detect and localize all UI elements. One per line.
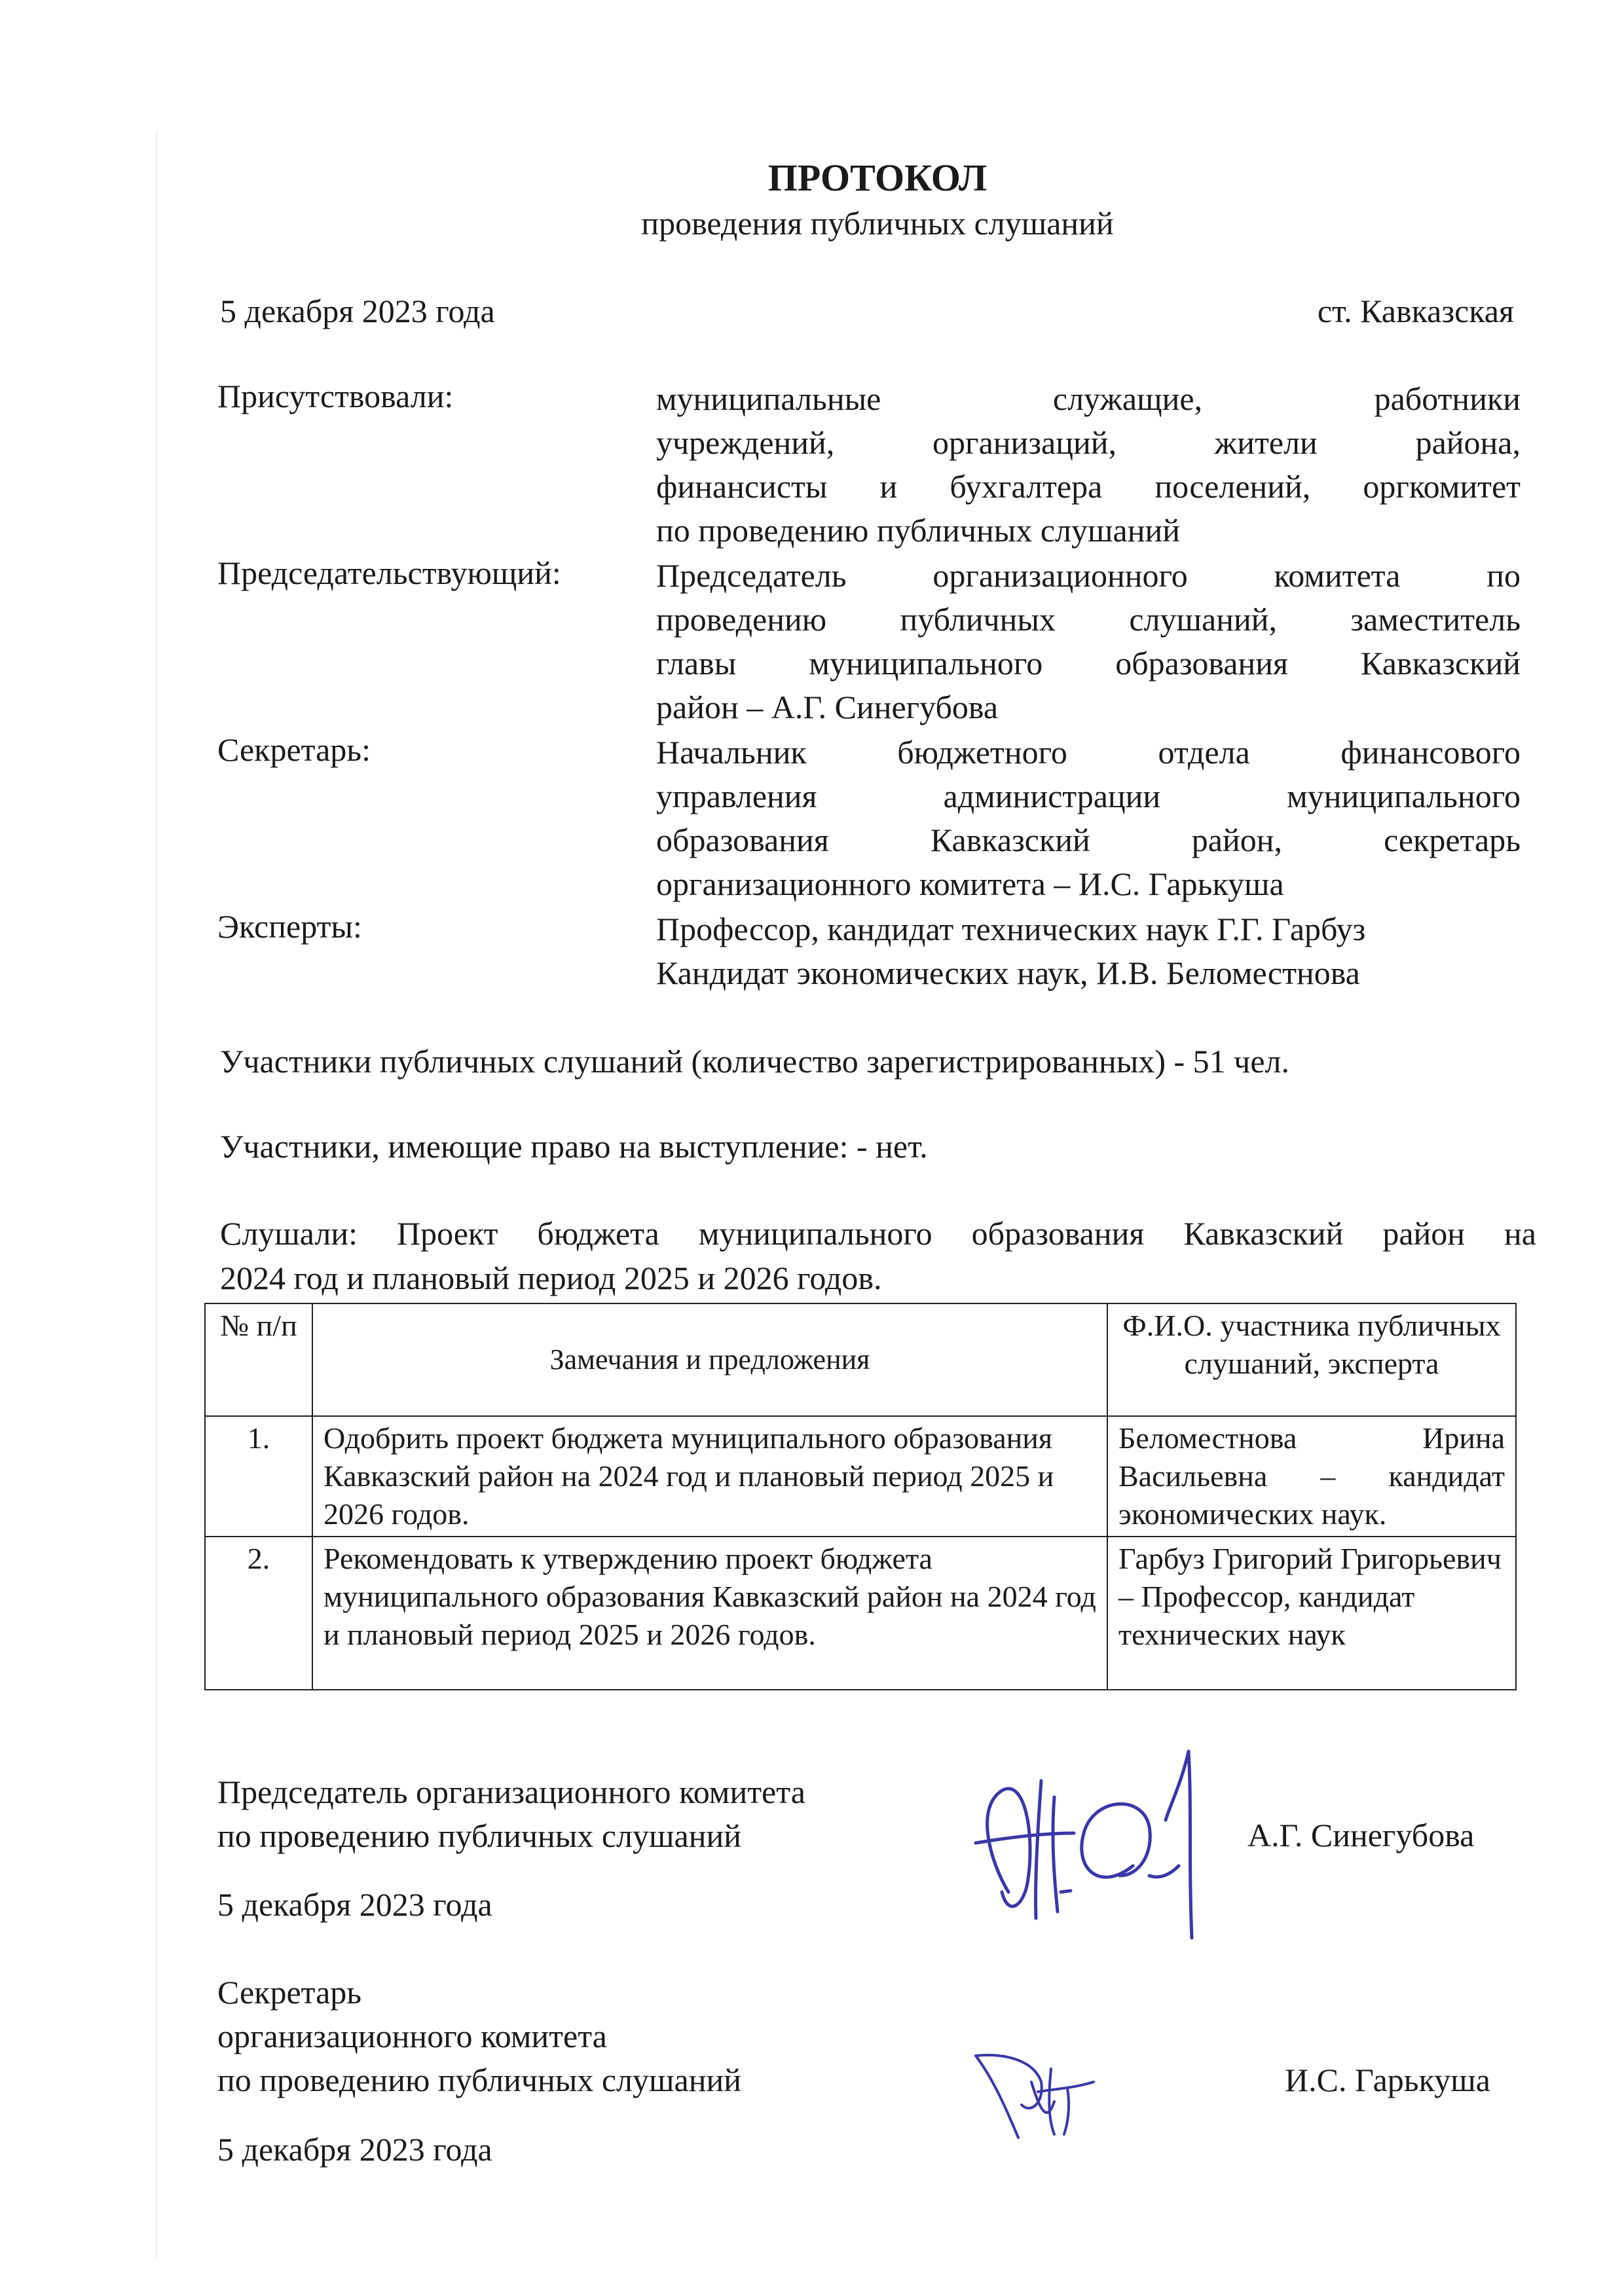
remarks-table xyxy=(204,1303,1517,1690)
chair-title-line: Председатель организационного комитета xyxy=(217,1774,805,1810)
heard-paragraph xyxy=(220,1211,1536,1300)
expert-line: Профессор, кандидат технических наук Г.Г. Гарбуз xyxy=(656,911,1366,947)
chair-line: Председатель организационного комитета по xyxy=(656,557,1521,594)
row-num: 1. xyxy=(205,1416,312,1537)
header-num: № п/п xyxy=(205,1303,312,1416)
chair-line: район – А.Г. Синегубова xyxy=(656,689,999,725)
registered-participants: Участники публичных слушаний (количество зарегистрированных) - 51 чел. xyxy=(220,1043,1289,1080)
secretary-line: Начальник бюджетного отдела финансового xyxy=(656,734,1521,771)
row-remark: Одобрить проект бюджета муниципального образования Кавказский район на 2024 год и плановый период 2025 и 2026 годов. xyxy=(312,1416,1107,1537)
scan-edge-shadow xyxy=(156,131,157,2259)
secretary-signature-title xyxy=(217,1971,741,2102)
present-line: финансисты и бухгалтера поселений, оргкомитет xyxy=(656,468,1521,505)
heard-line: Слушали: Проект бюджета муниципального образования Кавказский район на xyxy=(220,1215,1536,1252)
row-fio: Гарбуз Григорий Григорьевич – Профессор, кандидат технических наук xyxy=(1107,1537,1516,1690)
chair-line: проведению публичных слушаний, заместитель xyxy=(656,601,1521,638)
secretary-name: И.С. Гарькуша xyxy=(1285,2062,1490,2098)
row-remark: Рекомендовать к утверждению проект бюджета муниципального образования Кавказский район на 2024 год и плановый период 2025 и 2026 годов. xyxy=(312,1537,1107,1690)
heard-line: 2024 год и плановый период 2025 и 2026 годов. xyxy=(220,1260,882,1296)
secretary-title-line: по проведению публичных слушаний xyxy=(217,2062,741,2098)
document-place: ст. Кавказская xyxy=(1317,293,1514,329)
secretary-date: 5 декабря 2023 года xyxy=(217,2131,492,2168)
present-line: муниципальные служащие, работники xyxy=(656,380,1521,417)
row-num: 2. xyxy=(205,1537,312,1690)
chair-title-line: по проведению публичных слушаний xyxy=(217,1817,741,1854)
table-header-row xyxy=(205,1303,1516,1416)
secretary-line: организационного комитета – И.С. Гарькуша xyxy=(656,866,1284,902)
present-value xyxy=(656,377,1521,553)
chair-date: 5 декабря 2023 года xyxy=(217,1886,492,1923)
secretary-value xyxy=(656,731,1521,906)
present-line: по проведению публичных слушаний xyxy=(656,512,1180,549)
chair-value xyxy=(656,554,1521,729)
chair-label: Председательствующий: xyxy=(217,555,561,591)
expert-line: Кандидат экономических наук, И.В. Беломестнова xyxy=(656,955,1360,991)
chair-name: А.Г. Синегубова xyxy=(1247,1817,1475,1853)
table-row xyxy=(205,1537,1516,1690)
chair-signature-image xyxy=(963,1728,1238,1951)
experts-value xyxy=(656,907,1521,995)
secretary-line: управления администрации муниципального xyxy=(656,778,1521,814)
secretary-title-line: Секретарь xyxy=(217,1974,362,2011)
secretary-signature-image xyxy=(969,2043,1100,2147)
header-fio: Ф.И.О. участника публичных слушаний, эксперта xyxy=(1107,1303,1516,1416)
secretary-line: образования Кавказский район, секретарь xyxy=(656,822,1521,858)
speaking-participants: Участники, имеющие право на выступление: - нет. xyxy=(220,1128,928,1165)
document-date: 5 декабря 2023 года xyxy=(220,293,495,329)
document-title: ПРОТОКОЛ xyxy=(767,156,987,199)
chair-signature-title xyxy=(217,1770,805,1858)
present-label: Присутствовали: xyxy=(217,378,454,414)
experts-label: Эксперты: xyxy=(217,908,362,945)
table-row xyxy=(205,1416,1516,1537)
secretary-label: Секретарь: xyxy=(217,731,371,768)
document-subtitle: проведения публичных слушаний xyxy=(641,205,1114,242)
present-line: учреждений, организаций, жители района, xyxy=(656,424,1521,461)
header-remarks: Замечания и предложения xyxy=(312,1303,1107,1416)
chair-line: главы муниципального образования Кавказский xyxy=(656,645,1521,682)
secretary-title-line: организационного комитета xyxy=(217,2018,607,2054)
row-fio: Беломестнова Ирина Васильевна – кандидат экономических наук. xyxy=(1107,1416,1516,1537)
